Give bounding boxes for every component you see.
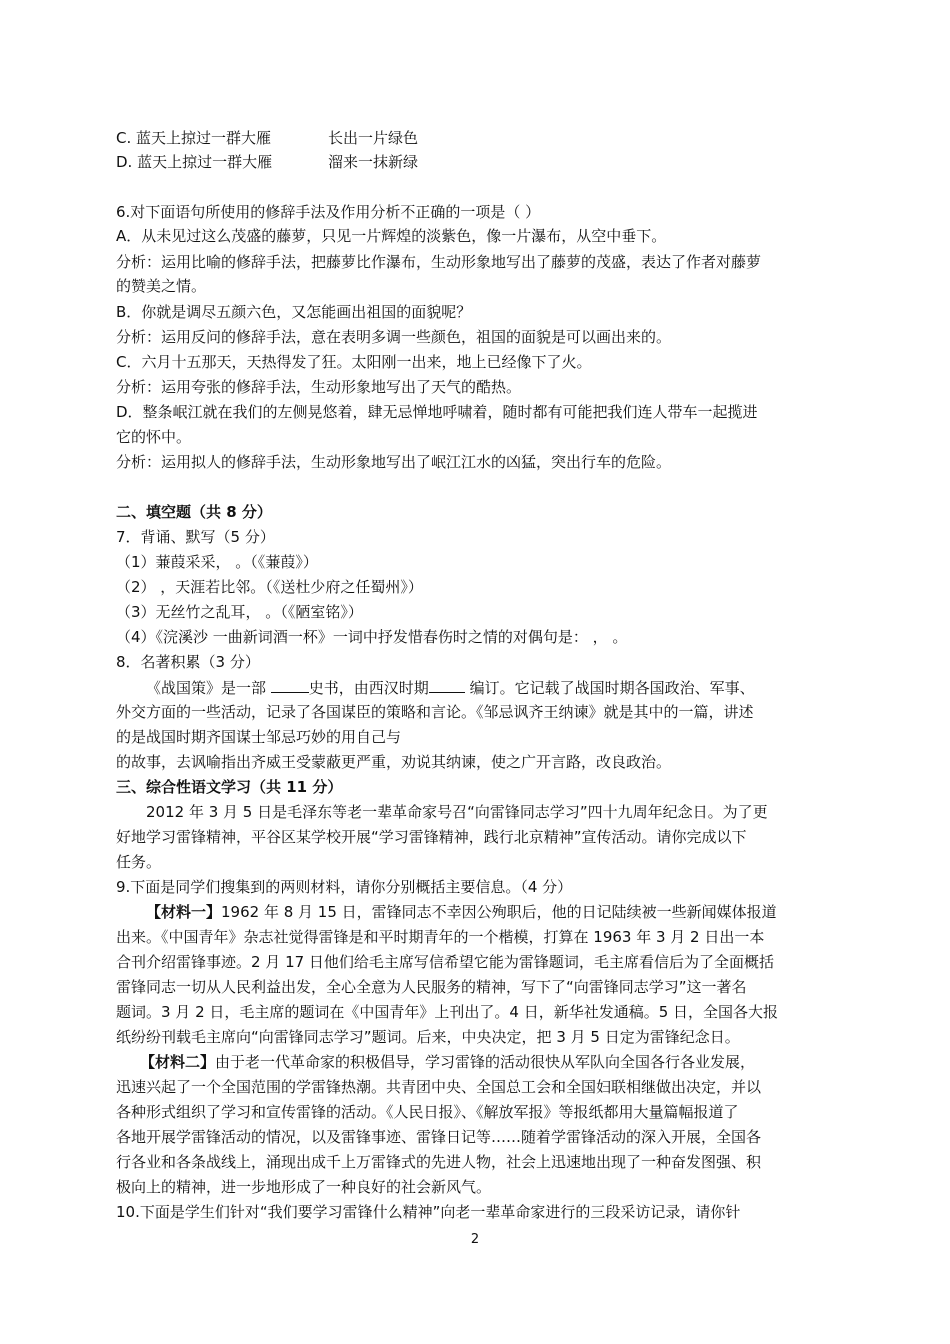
option-d-left: D. 蓝天上掠过一群大雁 xyxy=(116,153,273,171)
material2-line3: 各种形式组织了学习和宣传雷锋的活动。《人民日报》、《解放军报》等报纸都用大量篇幅报道了 xyxy=(116,1103,739,1121)
material2-line5: 行各业和各条战线上，涌现出成千上万雷锋式的先进人物，社会上迅速地出现了一种奋发图强、积 xyxy=(116,1153,762,1171)
material1-line5: 题词。3 月 2 日，毛主席的题词在《中国青年》上刊出了。4 日，新华社发通稿。5 日，全国各大报 xyxy=(116,1003,779,1021)
material2-label: 【材料二】 xyxy=(140,1053,216,1071)
q6-option-d-line1: D．整条岷江就在我们的左侧晃悠着，肆无忌惮地呼啸着，随时都有可能把我们连人带车一起揽进 xyxy=(116,403,758,421)
option-c-row xyxy=(116,128,836,148)
q8-blank-1[interactable] xyxy=(271,677,309,693)
section3-intro-line3: 任务。 xyxy=(116,853,162,871)
q7-title: 7．背诵、默写（5 分） xyxy=(116,528,275,546)
q6-option-d-line2: 它的怀中。 xyxy=(116,428,192,446)
material2-line6: 极向上的精神，进一步地形成了一种良好的社会新风气。 xyxy=(116,1178,492,1196)
material2-line4: 各地开展学雷锋活动的情况，以及雷锋事迹、雷锋日记等……随着学雷锋活动的深入开展，全国各 xyxy=(116,1128,762,1146)
q8-paragraph-line2: 外交方面的一些活动，记录了各国谋臣的策略和言论。《邹忌讽齐王纳谏》就是其中的一篇，讲述 xyxy=(116,703,754,721)
material2-text-1: 由于老一代革命家的积极倡导，学习雷锋的活动很快从军队向全国各行各业发展， xyxy=(215,1053,756,1071)
section3-intro-line1: 2012 年 3 月 5 日是毛泽东等老一辈革命家号召“向雷锋同志学习”四十九周年纪念日。为了更 xyxy=(146,803,768,821)
q6-analysis-b: 分析：运用反问的修辞手法，意在表明多调一些颜色，祖国的面貌是可以画出来的。 xyxy=(116,328,672,346)
q6-analysis-c: 分析：运用夸张的修辞手法，生动形象地写出了天气的酷热。 xyxy=(116,378,522,396)
q6-option-a: A．从未见过这么茂盛的藤萝，只见一片辉煌的淡紫色，像一片瀑布，从空中垂下。 xyxy=(116,227,667,245)
section3-intro-line2: 好地学习雷锋精神，平谷区某学校开展“学习雷锋精神，践行北京精神”宣传活动。请你完成以下 xyxy=(116,828,747,846)
q6-analysis-d: 分析：运用拟人的修辞手法，生动形象地写出了岷江江水的凶猛，突出行车的危险。 xyxy=(116,453,672,471)
q9-stem: 9.下面是同学们搜集到的两则材料，请你分别概括主要信息。（4 分） xyxy=(116,878,573,896)
section3-title: 三、综合性语文学习（共 11 分） xyxy=(116,778,343,796)
material2-line1 xyxy=(140,1052,836,1072)
q6-option-b: B．你就是调尽五颜六色，又怎能画出祖国的面貌呢？ xyxy=(116,303,472,321)
q8-text-b: 史书，由西汉时期 xyxy=(308,679,429,697)
q10-stem: 10.下面是学生们针对“我们要学习雷锋什么精神”向老一辈革命家进行的三段采访记录，请你针 xyxy=(116,1203,741,1221)
q7-item-3: （3）无丝竹之乱耳， 。（《陋室铭》） xyxy=(116,603,363,621)
material1-line6: 纸纷纷刊载毛主席向“向雷锋同志学习”题词。后来，中央决定，把 3 月 5 日定为雷锋纪念日。 xyxy=(116,1028,740,1046)
material1-line4: 雷锋同志一切从人民利益出发，全心全意为人民服务的精神，写下了“向雷锋同志学习”这一著名 xyxy=(116,978,747,996)
material1-line3: 合刊介绍雷锋事迹。2 月 17 日他们给毛主席写信希望它能为雷锋题词，毛主席看信后为了全面概括 xyxy=(116,953,774,971)
page-number: 2 xyxy=(470,1232,480,1247)
material1-line2: 出来。《中国青年》杂志社觉得雷锋是和平时期青年的一个楷模，打算在 1963 年 3 月 2 日出一本 xyxy=(116,928,765,946)
material2-line2: 迅速兴起了一个全国范围的学雷锋热潮。共青团中央、全国总工会和全国妇联相继做出决定，并以 xyxy=(116,1078,762,1096)
option-d-row xyxy=(116,152,836,172)
q6-analysis-a-line2: 的赞美之情。 xyxy=(116,277,207,295)
q8-blank-2[interactable] xyxy=(429,677,465,693)
material1-text-1: 1962 年 8 月 15 日，雷锋同志不幸因公殉职后，他的日记陆续被一些新闻媒体报道 xyxy=(221,903,777,921)
q6-stem: 6.对下面语句所使用的修辞手法及作用分析不正确的一项是（ ） xyxy=(116,203,541,221)
material1-label: 【材料一】 xyxy=(146,903,222,921)
q6-option-c: C．六月十五那天，天热得发了狂。太阳刚一出来，地上已经像下了火。 xyxy=(116,353,592,371)
section2-title: 二、填空题（共 8 分） xyxy=(116,503,272,521)
q7-item-2: （2） ，天涯若比邻。（《送杜少府之任蜀州》） xyxy=(116,578,423,596)
material1-line1 xyxy=(146,902,836,922)
q7-item-4: （4）《浣溪沙 一曲新词酒一杯》一词中抒发惜春伤时之情的对偶句是： ， 。 xyxy=(116,628,628,646)
q6-analysis-a-line1: 分析：运用比喻的修辞手法，把藤萝比作瀑布，生动形象地写出了藤萝的茂盛，表达了作者对藤萝 xyxy=(116,253,762,271)
q7-item-1: （1）蒹葭采采， 。（《蒹葭》） xyxy=(116,553,318,571)
option-c-left: C. 蓝天上掠过一群大雁 xyxy=(116,129,272,147)
q8-paragraph-line3: 的是战国时期齐国谋士邹忌巧妙的用自己与 xyxy=(116,728,402,746)
q8-title: 8．名著积累（3 分） xyxy=(116,653,260,671)
q8-text-c: 编订。它记载了战国时期各国政治、军事、 xyxy=(464,679,755,697)
q8-text-a: 《战国策》是一部 xyxy=(146,679,271,697)
q8-paragraph-line1 xyxy=(146,677,836,698)
option-c-right: 长出一片绿色 xyxy=(328,129,419,147)
option-d-right: 溜来一抹新绿 xyxy=(328,153,419,171)
q8-paragraph-line4: 的故事，去讽喻指出齐威王受蒙蔽更严重，劝说其纳谏，使之广开言路，改良政治。 xyxy=(116,753,672,771)
